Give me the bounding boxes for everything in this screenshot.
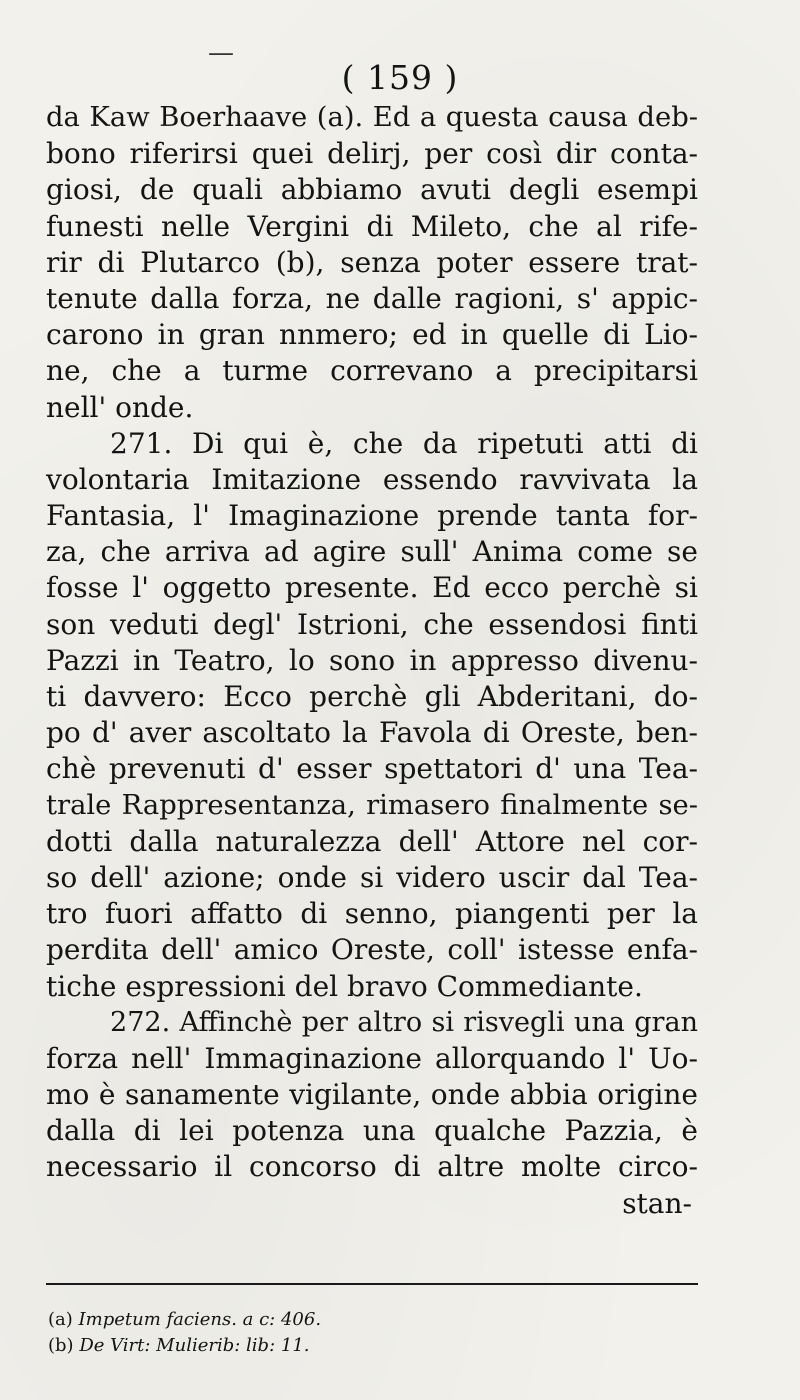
- paragraph-start-272: 272. Affinchè per altro si risvegli una gran: [110, 1006, 698, 1038]
- text-line: nell' onde.: [46, 390, 194, 424]
- text-line: trale Rappresentanza, rimasero finalmente se-: [46, 789, 698, 821]
- text-line: so dell' azione; onde si videro uscir dal Tea-: [46, 860, 698, 894]
- catchword: stan-: [622, 1186, 692, 1220]
- text-line: chè prevenuti d' esser spettatori d' una Tea-: [46, 752, 698, 786]
- paragraph-start-271: 271. Di qui è, che da ripetuti atti di: [110, 426, 698, 460]
- text-line: son veduti degl' Istrioni, che essendosi finti: [46, 607, 698, 641]
- footnote-marker: (b): [48, 1335, 74, 1356]
- footnote-text: Impetum faciens. a c: 406.: [78, 1309, 322, 1330]
- text-line: perdita dell' amico Oreste, coll' istesse enfa-: [46, 933, 698, 967]
- text-line: za, che arriva ad agire sull' Anima come se: [46, 535, 698, 569]
- text-line: carono in gran nnmero; ed in quelle di Lio-: [46, 318, 698, 352]
- footnote-text: De Virt: Mulierib: lib: 11.: [79, 1335, 310, 1356]
- text-line: tenute dalla forza, ne dalle ragioni, s' appic-: [46, 281, 698, 315]
- text-line: funesti nelle Vergini di Mileto, che al rife-: [46, 209, 698, 243]
- text-line: ne, che a turme correvano a precipitarsi: [46, 354, 698, 388]
- text-line: dalla di lei potenza una qualche Pazzia, è: [46, 1114, 698, 1148]
- text-line: po d' aver ascoltato la Favola di Oreste, ben-: [46, 716, 698, 750]
- text-line: tro fuori affatto di senno, piangenti per la: [46, 897, 698, 931]
- text-line: dotti dalla naturalezza dell' Attore nel cor-: [46, 824, 698, 858]
- text-line: giosi, de quali abbiamo avuti degli esempi: [46, 173, 698, 207]
- text-line: mo è sanamente vigilante, onde abbia origine: [46, 1078, 698, 1112]
- text-line: necessario il concorso di altre molte circo-: [46, 1150, 698, 1184]
- header-mark: —: [208, 38, 234, 68]
- footnote-b: [48, 1333, 698, 1359]
- text-line: Fantasia, l' Imaginazione prende tanta for-: [46, 499, 698, 533]
- footnote-rule: [46, 1283, 698, 1285]
- footnote-marker: (a): [48, 1309, 73, 1330]
- footnotes: [48, 1307, 698, 1359]
- text-line: fosse l' oggetto presente. Ed ecco perchè si: [46, 571, 698, 605]
- body-text: [46, 100, 698, 1222]
- text-line: ti davvero: Ecco perchè gli Abderitani, do-: [46, 680, 698, 713]
- page-number: ( 159 ): [341, 58, 459, 97]
- text-line: volontaria Imitazione essendo ravvivata la: [46, 462, 698, 496]
- text-line: bono riferirsi quei delirj, per così dir conta-: [46, 137, 698, 171]
- text-line: tiche espressioni del bravo Commediante.: [46, 969, 643, 1003]
- text-line: rir di Plutarco (b), senza poter essere trat-: [46, 245, 698, 279]
- text-line: forza nell' Immaginazione allorquando l' Uo-: [46, 1041, 698, 1075]
- text-line: Pazzi in Teatro, lo sono in appresso divenu-: [46, 643, 698, 677]
- footnote-a: [48, 1307, 698, 1333]
- text-line: da Kaw Boerhaave (a). Ed a questa causa deb-: [46, 102, 698, 133]
